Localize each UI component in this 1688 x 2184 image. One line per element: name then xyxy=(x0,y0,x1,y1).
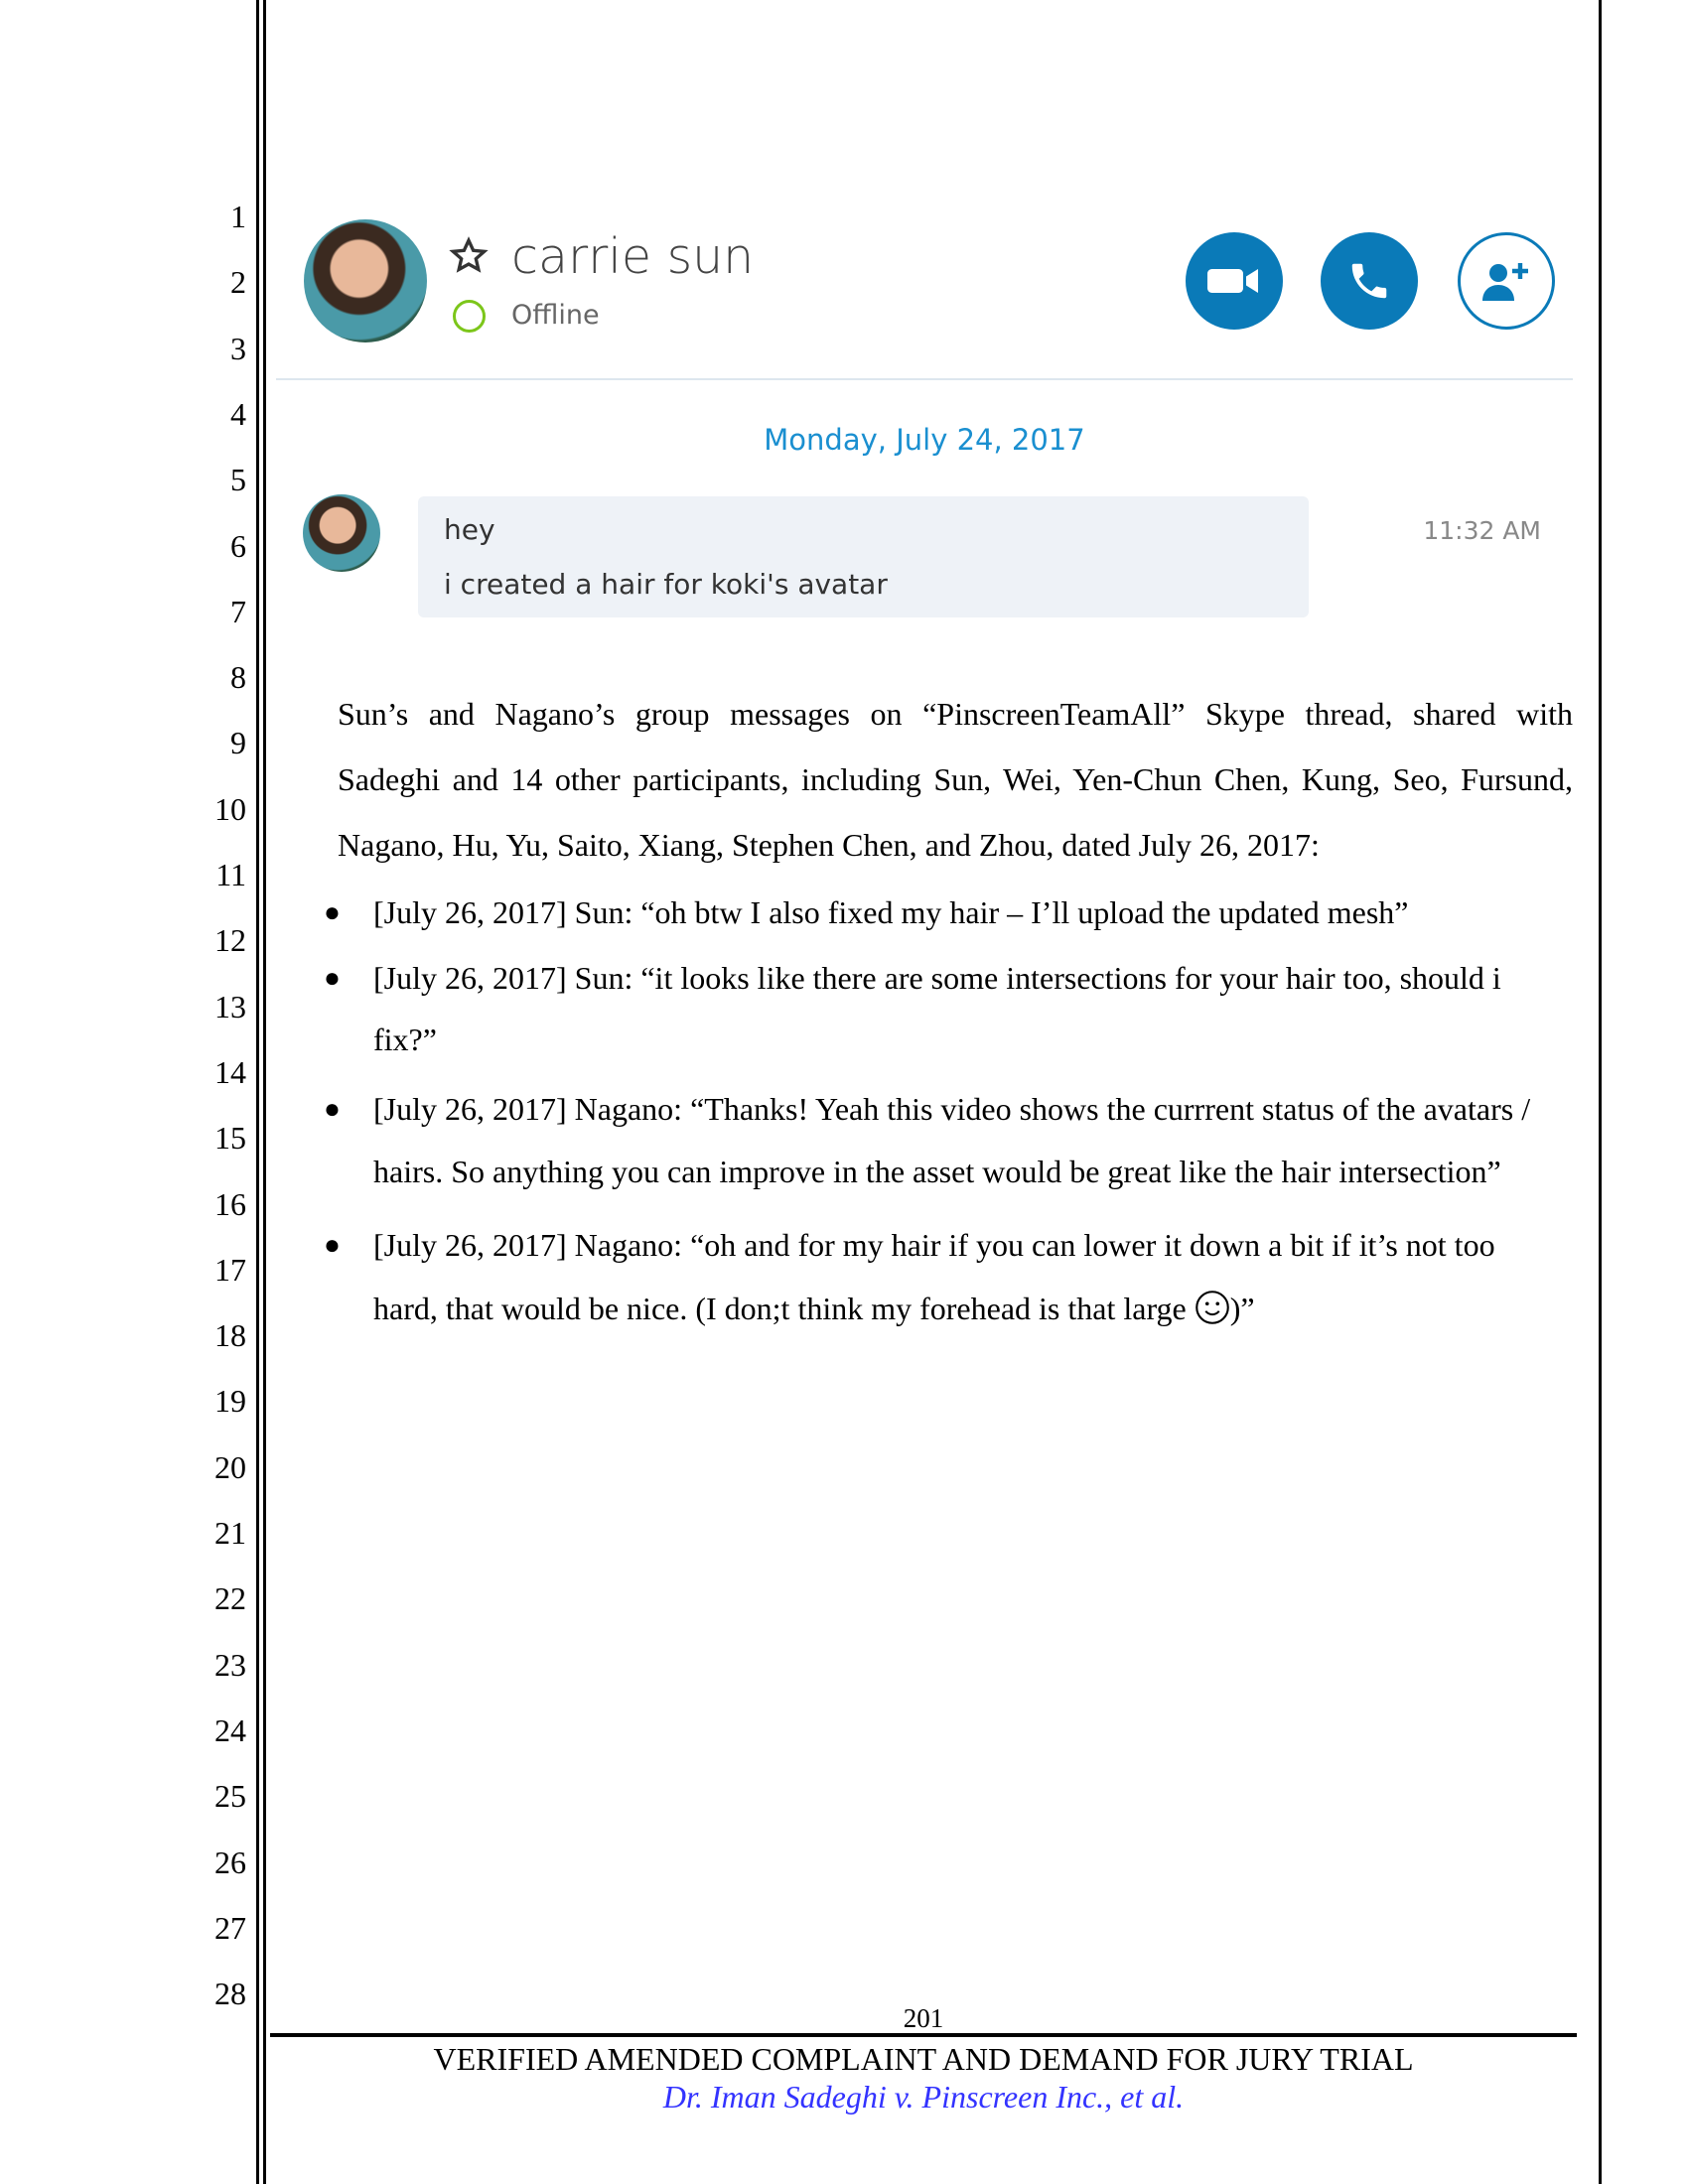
bullet-text-last xyxy=(373,1289,1609,1334)
intro-line: Sun’s and Nagano’s group messages on “PinscreenTeamAll” Skype thread, shared with xyxy=(338,696,1573,732)
line-number: 5 xyxy=(230,462,246,498)
phone-call-icon xyxy=(1346,258,1392,304)
bullet-text: [July 26, 2017] Sun: “oh btw I also fixed my hair – I’ll upload the updated mesh” xyxy=(373,894,1409,930)
bullet-text: [July 26, 2017] Sun: “it looks like there are some intersections for your hair too, should i xyxy=(373,960,1501,996)
bullet-text: [July 26, 2017] Nagano: “oh and for my hair if you can lower it down a bit if it’s not too xyxy=(373,1227,1495,1263)
line-number: 17 xyxy=(214,1251,246,1288)
line-number: 24 xyxy=(214,1711,246,1748)
add-contact-icon xyxy=(1480,259,1532,303)
bullet-text: hairs. So anything you can improve in the asset would be great like the hair intersection” xyxy=(373,1154,1501,1189)
bullet-text: fix?” xyxy=(373,1022,437,1057)
audio-call-button[interactable] xyxy=(1321,232,1418,330)
add-contact-button[interactable] xyxy=(1458,232,1555,330)
line-number: 2 xyxy=(230,264,246,301)
line-number: 12 xyxy=(214,922,246,959)
line-number: 16 xyxy=(214,1185,246,1222)
line-number: 18 xyxy=(214,1317,246,1354)
line-number: 3 xyxy=(230,330,246,366)
line-number: 23 xyxy=(214,1646,246,1683)
status-offline-icon xyxy=(453,300,486,333)
intro-line: Sadeghi and 14 other participants, including Sun, Wei, Yen-Chun Chen, Kung, Seo, Fursund, xyxy=(338,761,1573,797)
bullet-text: [July 26, 2017] Nagano: “Thanks! Yeah this video shows the currrent status of the avatars / xyxy=(373,1091,1531,1127)
line-number: 9 xyxy=(230,725,246,761)
smiley-icon xyxy=(1195,1290,1230,1334)
contact-avatar xyxy=(304,219,427,342)
line-number: 11 xyxy=(215,857,246,892)
line-number: 26 xyxy=(214,1843,246,1880)
line-number: 25 xyxy=(214,1778,246,1815)
line-number: 27 xyxy=(214,1909,246,1946)
message-avatar xyxy=(303,494,380,572)
message-bubble xyxy=(418,496,1309,617)
contact-name: carrie sun xyxy=(511,228,755,285)
line-number: 4 xyxy=(230,395,246,432)
bullet-marker: ● xyxy=(324,1094,341,1125)
header-separator xyxy=(276,378,1573,380)
bullet-marker: ● xyxy=(324,1230,341,1261)
message-time: 11:32 AM xyxy=(1423,516,1541,545)
video-call-icon xyxy=(1207,266,1261,296)
line-number: 10 xyxy=(214,790,246,827)
line-number: 21 xyxy=(214,1515,246,1551)
line-number: 13 xyxy=(214,988,246,1024)
footer-title: VERIFIED AMENDED COMPLAINT AND DEMAND FOR JURY TRIAL xyxy=(433,2041,1414,2077)
date-header: Monday, July 24, 2017 xyxy=(764,423,1085,457)
margin-rule-left-outer xyxy=(256,0,259,2184)
bullet-text: )” xyxy=(1229,1291,1255,1326)
line-number: 14 xyxy=(214,1053,246,1090)
margin-rule-left-inner xyxy=(263,0,266,2184)
status-text: Offline xyxy=(511,300,600,331)
message-line: hey xyxy=(444,513,495,546)
star-icon[interactable] xyxy=(449,236,489,276)
line-number: 7 xyxy=(230,593,246,629)
message-line: i created a hair for koki's avatar xyxy=(444,568,888,601)
line-number: 6 xyxy=(230,527,246,564)
footer-case-caption: Dr. Iman Sadeghi v. Pinscreen Inc., et al. xyxy=(662,2079,1185,2115)
line-number: 22 xyxy=(214,1580,246,1617)
line-number: 28 xyxy=(214,1976,246,2012)
line-number: 19 xyxy=(214,1383,246,1420)
line-number: 8 xyxy=(230,659,246,696)
bullet-marker: ● xyxy=(324,963,341,994)
line-number: 1 xyxy=(230,199,246,234)
line-number: 15 xyxy=(214,1120,246,1157)
bullet-marker: ● xyxy=(324,897,341,928)
video-call-button[interactable] xyxy=(1186,232,1283,330)
line-number: 20 xyxy=(214,1448,246,1485)
page-number: 201 xyxy=(903,2003,944,2033)
footer-rule xyxy=(270,2033,1577,2037)
bullet-text: hard, that would be nice. (I don;t think my forehead is that large xyxy=(373,1291,1195,1326)
intro-line: Nagano, Hu, Yu, Saito, Xiang, Stephen Chen, and Zhou, dated July 26, 2017: xyxy=(338,827,1320,863)
